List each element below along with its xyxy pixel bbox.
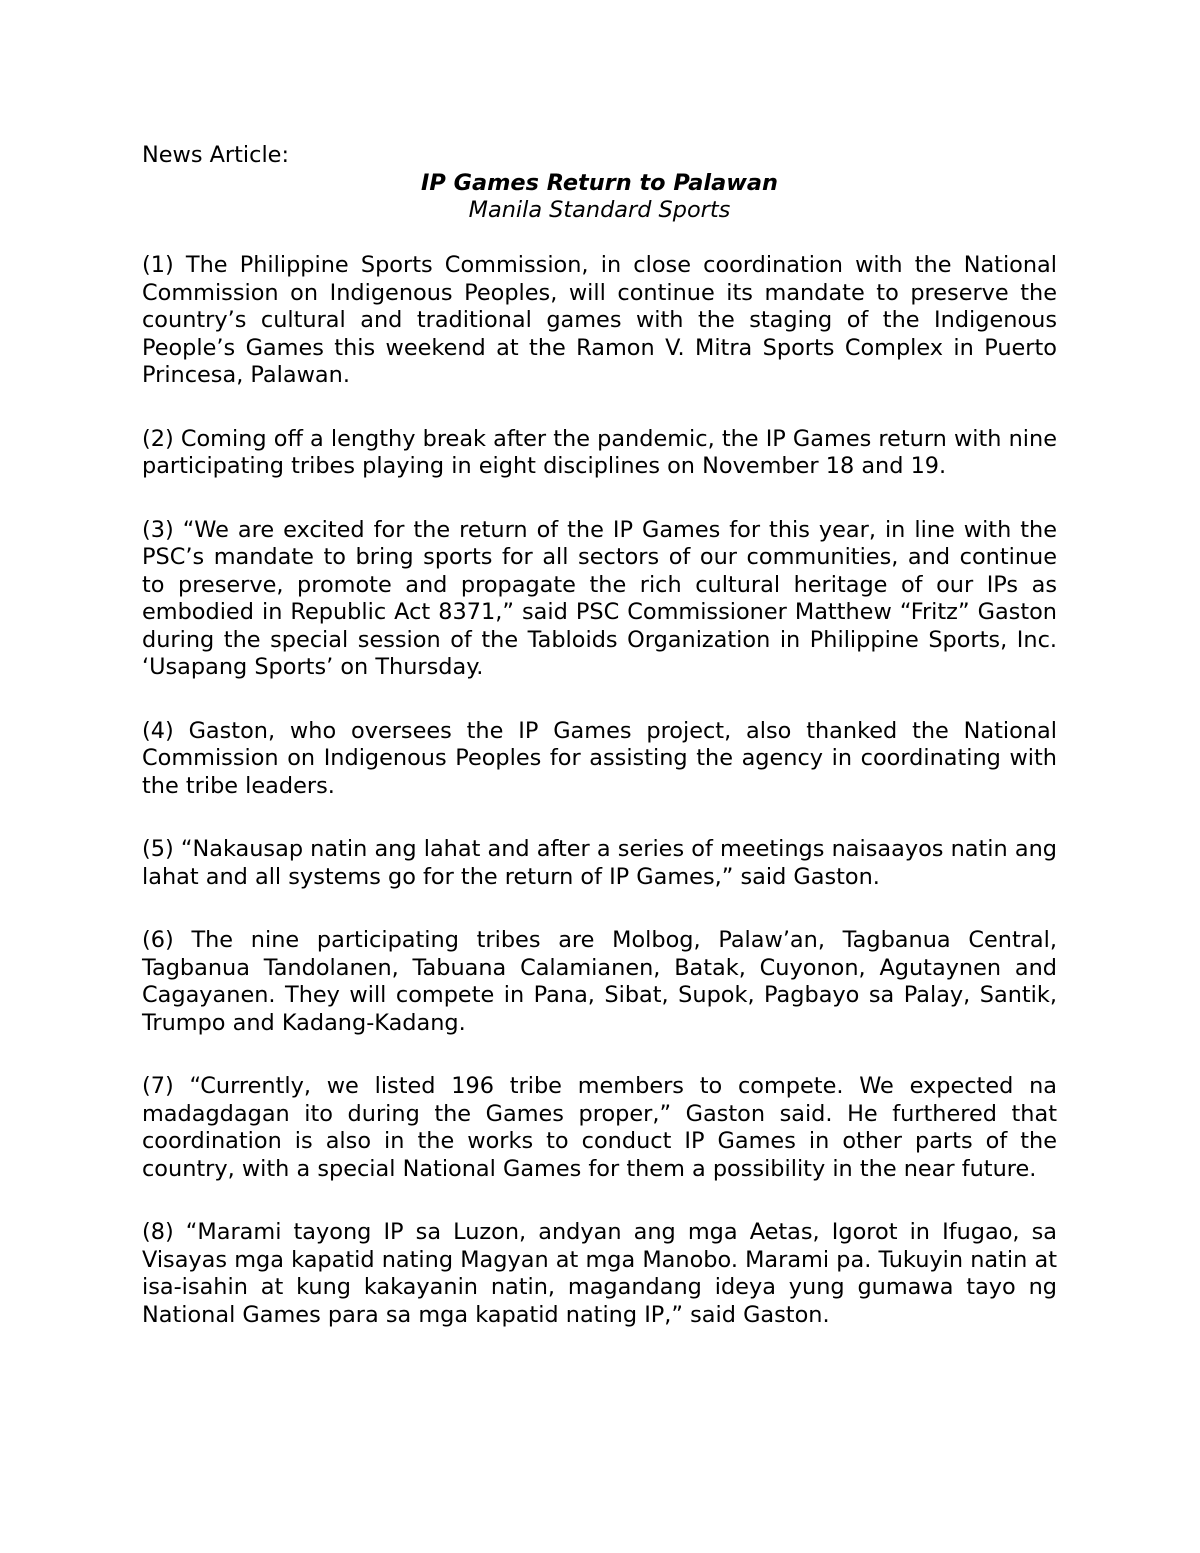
paragraph-4: (4) Gaston, who oversees the IP Games project, also thanked the National Commission on Indigenous Peoples for assisting the agency in coordinating with the tribe leaders. xyxy=(142,717,1057,799)
paragraph-1: (1) The Philippine Sports Commission, in close coordination with the National Commission on Indigenous Peoples, will continue its mandate to preserve the country’s cultural and traditional games with the staging of the Indigenous People’s Games this weekend at the Ramon V. Mitra Sports Complex in Puerto Princesa, Palawan. xyxy=(142,252,1057,388)
article-label: News Article: xyxy=(142,142,289,168)
article-body xyxy=(142,142,1057,1365)
paragraph-6: (6) The nine participating tribes are Molbog, Palaw’an, Tagbanua Central, Tagbanua Tandolanen, Tabuana Calamianen, Batak, Cuyonon, Agutaynen and Cagayanen. They will compete in Pana, Sibat, Supok, Pagbayo sa Palay, Santik, Trumpo and Kadang-Kadang. xyxy=(142,927,1057,1036)
paragraph-7: (7) “Currently, we listed 196 tribe members to compete. We expected na madagdagan ito during the Games proper,” Gaston said. He furthered that coordination is also in the works to conduct IP Games in other parts of the country, with a special National Games for them a possibility in the near future. xyxy=(142,1073,1057,1182)
paragraph-2: (2) Coming off a lengthy break after the pandemic, the IP Games return with nine participating tribes playing in eight disciplines on November 18 and 19. xyxy=(142,425,1057,479)
paragraph-3: (3) “We are excited for the return of the IP Games for this year, in line with the PSC’s mandate to bring sports for all sectors of our communities, and continue to preserve, promote and propagate the rich cultural heritage of our IPs as embodied in Republic Act 8371,” said PSC Commissioner Matthew “Fritz” Gaston during the special session of the Tabloids Organization in Philippine Sports, Inc. ‘Usapang Sports’ on Thursday. xyxy=(142,516,1057,680)
paragraph-5: (5) “Nakausap natin ang lahat and after a series of meetings naisaayos natin ang lahat and all systems go for the return of IP Games,” said Gaston. xyxy=(142,836,1057,890)
article-source: Manila Standard Sports xyxy=(468,197,731,223)
paragraph-8: (8) “Marami tayong IP sa Luzon, andyan ang mga Aetas, Igorot in Ifugao, sa Visayas mga kapatid nating Magyan at mga Manobo. Marami pa. Tukuyin natin at isa-isahin at kung kakayanin natin, magandang ideya yung gumawa tayo ng National Games para sa mga kapatid nating IP,” said Gaston. xyxy=(142,1219,1057,1328)
article-title: IP Games Return to Palawan xyxy=(421,169,778,196)
